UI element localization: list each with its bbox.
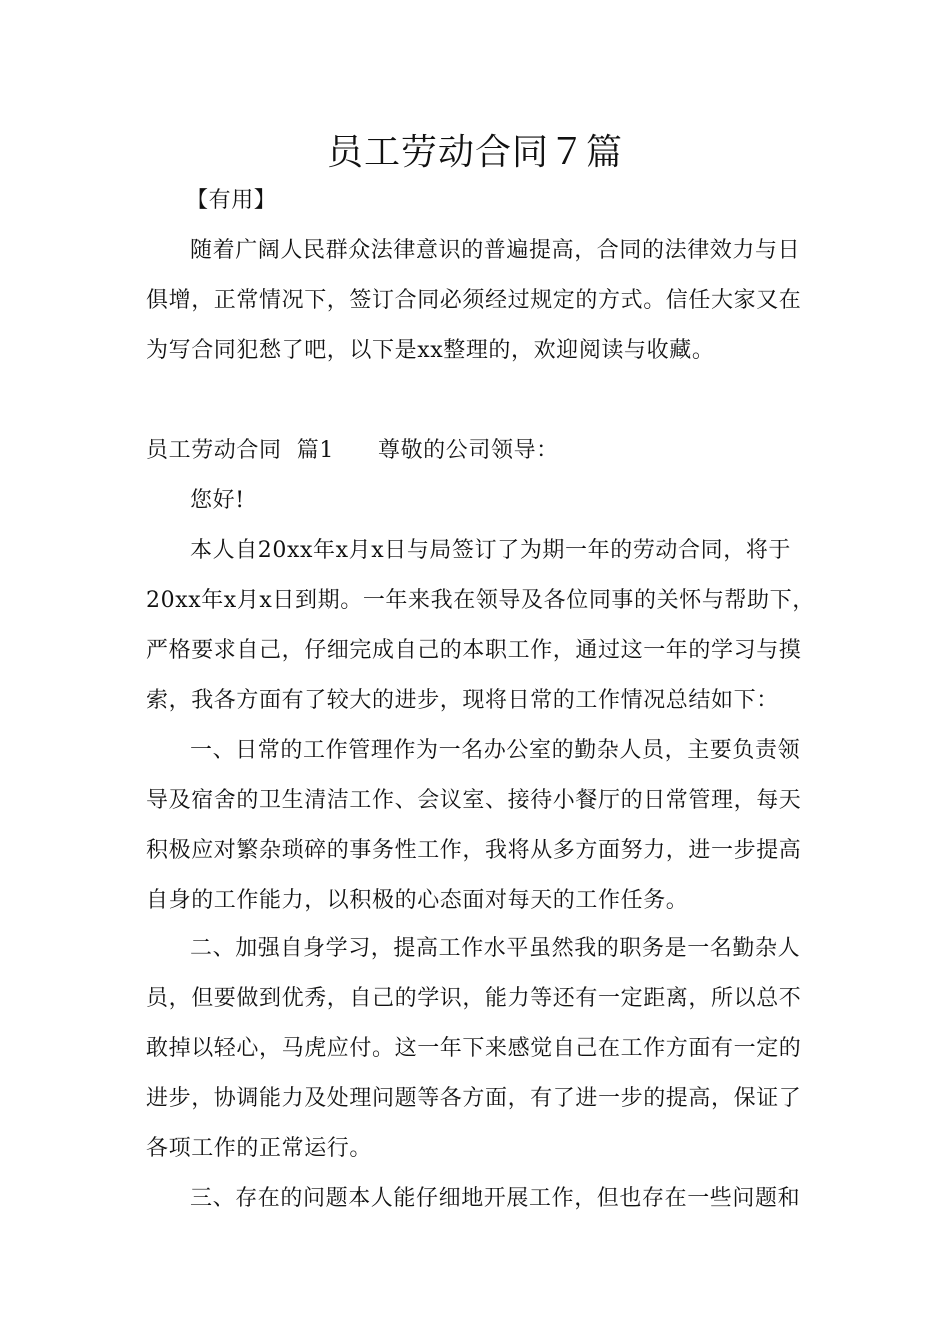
section-salutation: 尊敬的公司领导： [377, 438, 559, 463]
document-tag: 【有用】 [186, 188, 277, 213]
body-paragraph [146, 1174, 818, 1224]
body-paragraph [146, 726, 818, 926]
greeting: 您好! [190, 488, 245, 513]
section-heading-label: 员工劳动合同 篇1 [146, 438, 334, 463]
document-title: 员工劳动合同７篇 [326, 132, 623, 173]
paragraph-text: 二、加强自身学习，提高工作水平虽然我的职务是一名勤杂人员，但要做到优秀，自己的学识，能力等还有一定距离，所以总不敢掉以轻心，马虎应付。这一年下来感觉自己在工作方面有一定的进步，协调能力及处理问题等各方面，有了进一步的提高，保证了各项工作的正常运行。 [146, 936, 802, 1161]
section-heading [146, 426, 818, 476]
paragraph-text: 本人自20xx年x月x日与局签订了为期一年的劳动合同，将于20xx年x月x日到期。一年来我在领导及各位同事的关怀与帮助下，严格要求自己，仔细完成自己的本职工作，通过这一年的学习与摸索，我各方面有了较大的进步，现将日常的工作情况总结如下： [146, 538, 815, 713]
paragraph-text: 三、存在的问题本人能仔细地开展工作，但也存在一些问题和 [190, 1186, 801, 1211]
body-paragraph [146, 526, 818, 726]
body-paragraph [146, 924, 818, 1174]
intro-paragraph [146, 226, 818, 376]
paragraph-text: 一、日常的工作管理作为一名办公室的勤杂人员，主要负责领导及宿舍的卫生清洁工作、会议室、接待小餐厅的日常管理，每天积极应对繁杂琐碎的事务性工作，我将从多方面努力，进一步提高自身的工作能力，以积极的心态面对每天的工作任务。 [146, 738, 802, 913]
intro-text: 随着广阔人民群众法律意识的普遍提高，合同的法律效力与日俱增，正常情况下，签订合同必须经过规定的方式。信任大家又在为写合同犯愁了吧，以下是xx整理的，欢迎阅读与收藏。 [146, 238, 802, 363]
